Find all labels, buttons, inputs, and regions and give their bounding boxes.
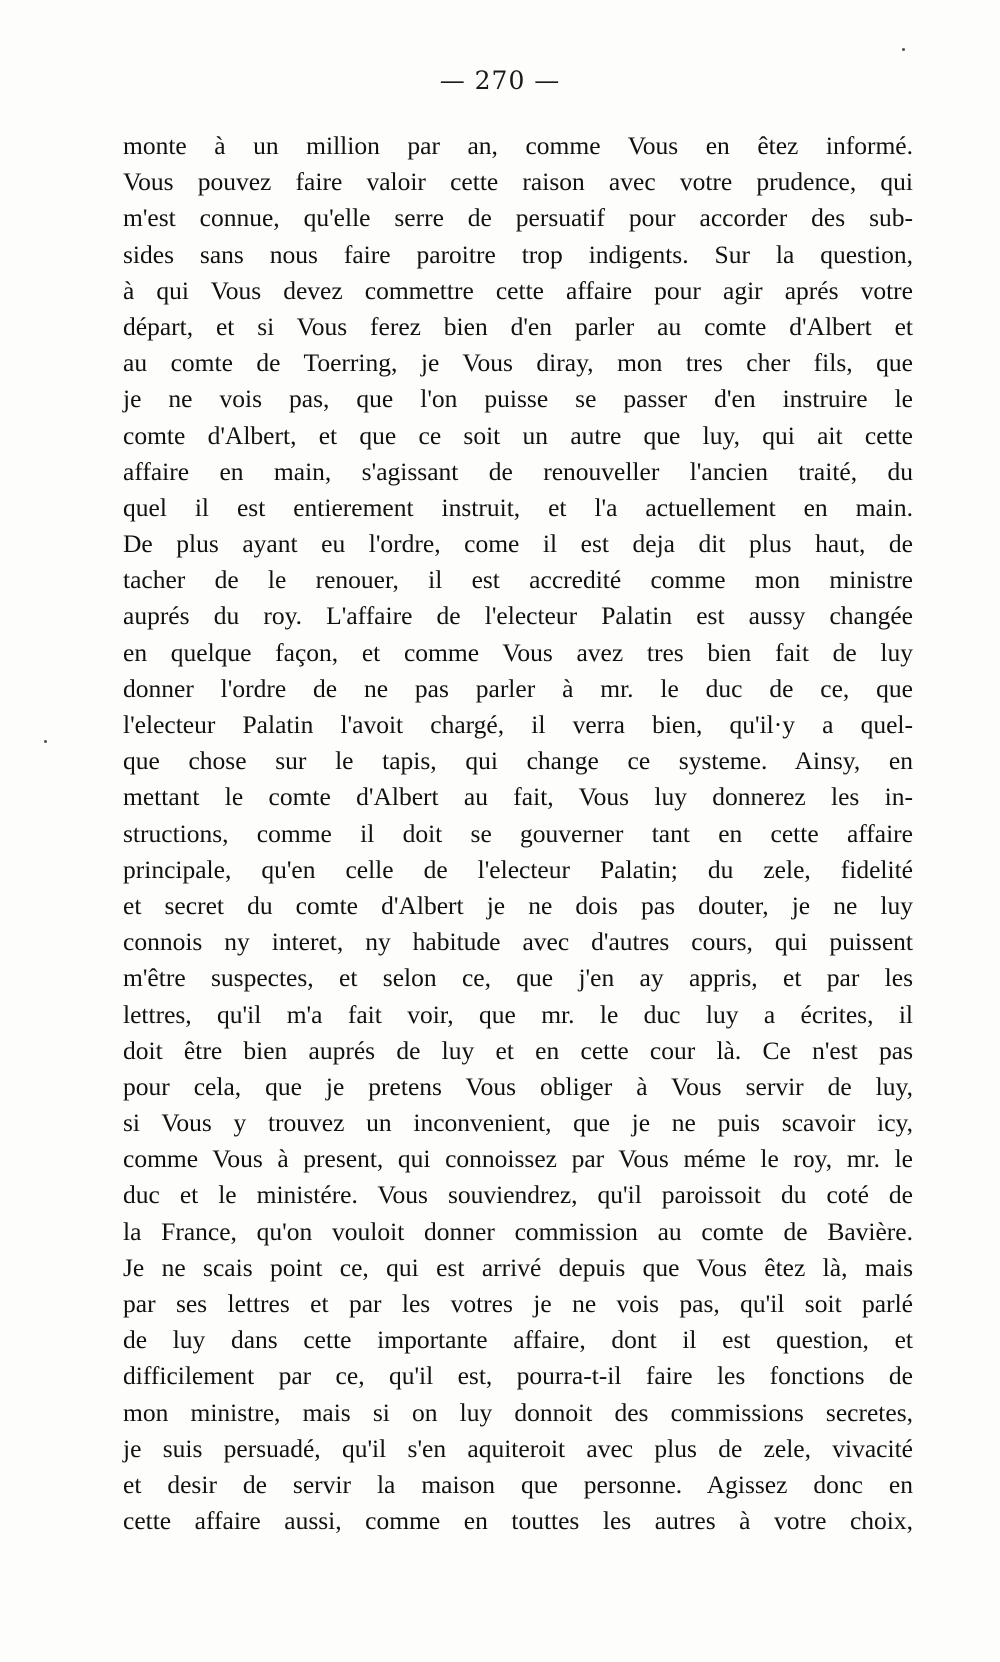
text-line-7: au comte de Toerring, je Vous diray, mon tres cher fils, que	[123, 348, 913, 378]
text-line-2: Vous pouvez faire valoir cette raison avec votre prudence, qui	[123, 167, 913, 197]
text-line-36: mon ministre, mais si on luy donnoit des commissions secretes,	[123, 1397, 913, 1427]
text-line-16: donner l'ordre de ne pas parler à mr. le duc de ce, que	[123, 673, 913, 703]
text-line-15: en quelque façon, et comme Vous avez tres bien fait de luy	[123, 637, 913, 667]
text-line-22: et secret du comte d'Albert je ne dois pas douter, je ne luy	[123, 890, 913, 920]
text-line-9: comte d'Albert, et que ce soit un autre que luy, qui ait cette	[123, 420, 913, 450]
text-line-12: De plus ayant eu l'ordre, come il est deja dit plus haut, de	[123, 529, 913, 559]
text-line-18: que chose sur le tapis, qui change ce systeme. Ainsy, en	[123, 746, 913, 776]
text-line-8: je ne vois pas, que l'on puisse se passer d'en instruire le	[123, 384, 913, 414]
text-line-6: départ, et si Vous ferez bien d'en parler au comte d'Albert et	[123, 311, 913, 341]
text-line-17: l'electeur Palatin l'avoit chargé, il verra bien, qu'il·y a quel-	[123, 710, 913, 739]
text-line-20: structions, comme il doit se gouverner tant en cette affaire	[123, 818, 913, 848]
text-line-32: Je ne scais point ce, qui est arrivé depuis que Vous êtez là, mais	[123, 1252, 913, 1282]
text-line-34: de luy dans cette importante affaire, dont il est question, et	[123, 1325, 913, 1355]
text-line-38: et desir de servir la maison que personne. Agissez donc en	[123, 1469, 913, 1499]
text-line-29: comme Vous à present, qui connoissez par Vous méme le roy, mr. le	[123, 1144, 913, 1174]
text-line-25: lettres, qu'il m'a fait voir, que mr. le duc luy a écrites, il	[123, 999, 913, 1029]
text-line-4: sides sans nous faire paroitre trop indigents. Sur la question,	[123, 239, 913, 269]
text-line-24: m'être suspectes, et selon ce, que j'en ay appris, et par les	[123, 963, 913, 993]
page-number: — 270 —	[439, 66, 561, 95]
text-line-33: par ses lettres et par les votres je ne vois pas, qu'il soit parlé	[123, 1289, 913, 1318]
text-line-14: auprés du roy. L'affaire de l'electeur Palatin est aussy changée	[123, 601, 913, 631]
text-line-37: je suis persuadé, qu'il s'en aquiteroit avec plus de zele, vivacité	[123, 1433, 913, 1463]
text-line-10: affaire en main, s'agissant de renouveller l'ancien traité, du	[123, 456, 913, 486]
scan-speck	[902, 48, 905, 51]
text-line-11: quel il est entierement instruit, et l'a actuellement en main.	[123, 492, 913, 522]
text-line-28: si Vous y trouvez un inconvenient, que je ne puis scavoir icy,	[123, 1108, 913, 1138]
text-line-5: à qui Vous devez commettre cette affaire pour agir aprés votre	[123, 275, 913, 305]
text-line-19: mettant le comte d'Albert au fait, Vous luy donnerez les in-	[123, 782, 913, 812]
scan-speck	[44, 740, 47, 743]
text-line-23: connois ny interet, ny habitude avec d'autres cours, qui puissent	[123, 927, 913, 957]
text-line-1: monte à un million par an, comme Vous en êtez informé.	[123, 131, 913, 160]
text-line-31: la France, qu'on vouloit donner commission au comte de Bavière.	[123, 1216, 913, 1246]
text-line-3: m'est connue, qu'elle serre de persuatif pour accorder des sub-	[123, 203, 913, 233]
body-text	[123, 128, 913, 1539]
text-line-13: tacher de le renouer, il est accredité comme mon ministre	[123, 565, 913, 595]
text-line-30: duc et le ministére. Vous souviendrez, qu'il paroissoit du coté de	[123, 1180, 913, 1210]
text-line-35: difficilement par ce, qu'il est, pourra-t-il faire les fonctions de	[123, 1361, 913, 1391]
text-line-26: doit être bien auprés de luy et en cette cour là. Ce n'est pas	[123, 1035, 913, 1065]
text-line-27: pour cela, que je pretens Vous obliger à Vous servir de luy,	[123, 1071, 913, 1101]
text-line-21: principale, qu'en celle de l'electeur Palatin; du zele, fidelité	[123, 854, 913, 884]
text-line-39: cette affaire aussi, comme en touttes les autres à votre choix,	[123, 1506, 913, 1536]
